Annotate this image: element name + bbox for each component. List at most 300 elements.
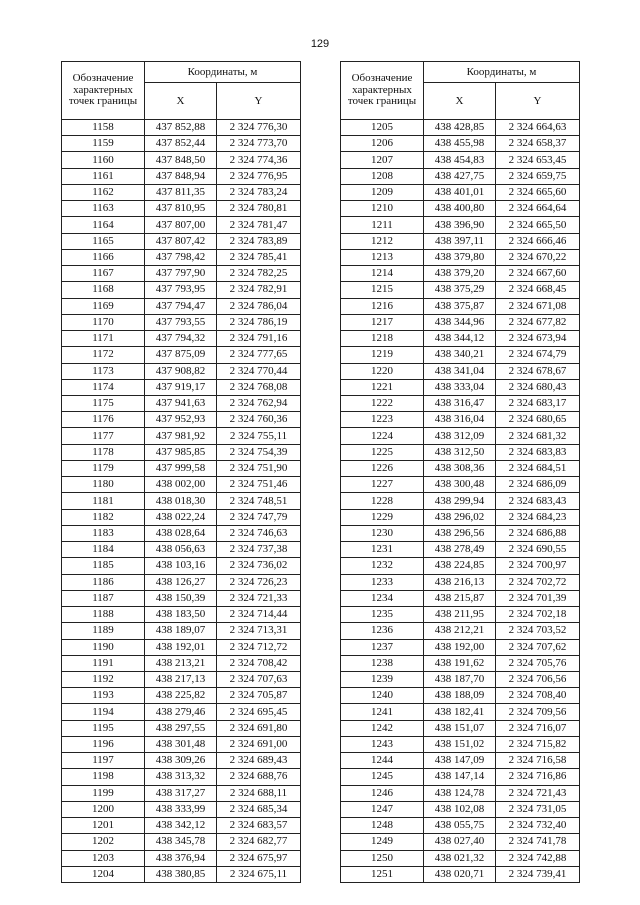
table-row bbox=[341, 477, 580, 493]
y-coordinate-cell: 2 324 783,89 bbox=[217, 233, 301, 249]
x-coordinate-cell: 438 002,00 bbox=[145, 477, 217, 493]
table-row bbox=[341, 801, 580, 817]
y-coordinate-cell: 2 324 680,65 bbox=[496, 412, 580, 428]
y-coordinate-cell: 2 324 742,88 bbox=[496, 850, 580, 866]
table-row bbox=[62, 671, 301, 687]
table-row bbox=[341, 785, 580, 801]
table-row bbox=[62, 769, 301, 785]
x-coordinate-cell: 438 217,13 bbox=[145, 671, 217, 687]
y-coordinate-cell: 2 324 777,65 bbox=[217, 347, 301, 363]
x-coordinate-cell: 437 919,17 bbox=[145, 379, 217, 395]
point-id-cell: 1197 bbox=[62, 753, 145, 769]
x-coordinate-cell: 437 794,32 bbox=[145, 331, 217, 347]
table-row bbox=[62, 493, 301, 509]
point-id-cell: 1175 bbox=[62, 395, 145, 411]
point-id-cell: 1221 bbox=[341, 379, 424, 395]
y-coordinate-cell: 2 324 667,60 bbox=[496, 266, 580, 282]
table-row bbox=[62, 395, 301, 411]
x-coordinate-cell: 438 147,14 bbox=[424, 769, 496, 785]
table-row bbox=[62, 184, 301, 200]
point-id-cell: 1186 bbox=[62, 574, 145, 590]
x-coordinate-cell: 438 027,40 bbox=[424, 834, 496, 850]
y-coordinate-cell: 2 324 682,77 bbox=[217, 834, 301, 850]
x-coordinate-cell: 437 807,42 bbox=[145, 233, 217, 249]
x-coordinate-cell: 437 981,92 bbox=[145, 428, 217, 444]
point-id-cell: 1213 bbox=[341, 249, 424, 265]
x-coordinate-cell: 438 380,85 bbox=[145, 866, 217, 882]
x-coordinate-cell: 437 793,55 bbox=[145, 314, 217, 330]
point-id-cell: 1210 bbox=[341, 201, 424, 217]
y-coordinate-cell: 2 324 707,63 bbox=[217, 671, 301, 687]
designation-header: Обозначение характерных точек границы bbox=[62, 62, 145, 120]
table-row bbox=[62, 347, 301, 363]
y-coordinate-cell: 2 324 658,37 bbox=[496, 136, 580, 152]
y-coordinate-cell: 2 324 675,11 bbox=[217, 866, 301, 882]
table-row bbox=[62, 590, 301, 606]
point-id-cell: 1209 bbox=[341, 184, 424, 200]
y-coordinate-cell: 2 324 768,08 bbox=[217, 379, 301, 395]
table-body bbox=[62, 120, 301, 883]
x-coordinate-cell: 438 126,27 bbox=[145, 574, 217, 590]
point-id-cell: 1219 bbox=[341, 347, 424, 363]
point-id-cell: 1212 bbox=[341, 233, 424, 249]
table-row bbox=[341, 347, 580, 363]
x-coordinate-cell: 438 279,46 bbox=[145, 704, 217, 720]
y-coordinate-cell: 2 324 666,46 bbox=[496, 233, 580, 249]
y-coordinate-cell: 2 324 708,42 bbox=[217, 655, 301, 671]
y-coordinate-cell: 2 324 781,47 bbox=[217, 217, 301, 233]
point-id-cell: 1250 bbox=[341, 850, 424, 866]
x-coordinate-cell: 438 150,39 bbox=[145, 590, 217, 606]
y-coordinate-cell: 2 324 674,79 bbox=[496, 347, 580, 363]
y-coordinate-cell: 2 324 736,02 bbox=[217, 558, 301, 574]
y-coordinate-cell: 2 324 770,44 bbox=[217, 363, 301, 379]
x-coordinate-cell: 438 317,27 bbox=[145, 785, 217, 801]
table-row bbox=[62, 753, 301, 769]
table-row bbox=[341, 314, 580, 330]
table-row bbox=[341, 753, 580, 769]
table-row bbox=[341, 184, 580, 200]
table-row bbox=[62, 217, 301, 233]
y-coordinate-cell: 2 324 746,63 bbox=[217, 525, 301, 541]
point-id-cell: 1177 bbox=[62, 428, 145, 444]
table-row bbox=[341, 558, 580, 574]
x-coordinate-cell: 438 300,48 bbox=[424, 477, 496, 493]
point-id-cell: 1242 bbox=[341, 720, 424, 736]
x-coordinate-cell: 438 379,80 bbox=[424, 249, 496, 265]
point-id-cell: 1241 bbox=[341, 704, 424, 720]
table-row bbox=[62, 655, 301, 671]
table-row bbox=[62, 460, 301, 476]
x-coordinate-cell: 437 908,82 bbox=[145, 363, 217, 379]
x-coordinate-cell: 438 215,87 bbox=[424, 590, 496, 606]
point-id-cell: 1189 bbox=[62, 623, 145, 639]
table-row bbox=[62, 233, 301, 249]
y-coordinate-cell: 2 324 700,97 bbox=[496, 558, 580, 574]
x-coordinate-cell: 438 188,09 bbox=[424, 688, 496, 704]
table-row bbox=[62, 331, 301, 347]
point-id-cell: 1245 bbox=[341, 769, 424, 785]
table-row bbox=[62, 736, 301, 752]
y-coordinate-cell: 2 324 653,45 bbox=[496, 152, 580, 168]
point-id-cell: 1182 bbox=[62, 509, 145, 525]
x-coordinate-cell: 437 798,42 bbox=[145, 249, 217, 265]
y-coordinate-cell: 2 324 708,40 bbox=[496, 688, 580, 704]
y-coordinate-cell: 2 324 739,41 bbox=[496, 866, 580, 882]
x-coordinate-cell: 438 397,11 bbox=[424, 233, 496, 249]
point-id-cell: 1225 bbox=[341, 444, 424, 460]
y-coordinate-cell: 2 324 683,17 bbox=[496, 395, 580, 411]
y-coordinate-cell: 2 324 665,60 bbox=[496, 184, 580, 200]
y-coordinate-cell: 2 324 780,81 bbox=[217, 201, 301, 217]
point-id-cell: 1220 bbox=[341, 363, 424, 379]
x-coordinate-cell: 438 312,09 bbox=[424, 428, 496, 444]
y-coordinate-cell: 2 324 659,75 bbox=[496, 168, 580, 184]
point-id-cell: 1200 bbox=[62, 801, 145, 817]
x-coordinate-cell: 438 312,50 bbox=[424, 444, 496, 460]
y-coordinate-cell: 2 324 683,43 bbox=[496, 493, 580, 509]
designation-header: Обозначение характерных точек границы bbox=[341, 62, 424, 120]
table-row bbox=[341, 769, 580, 785]
table-row bbox=[341, 509, 580, 525]
table-row bbox=[62, 525, 301, 541]
x-coordinate-cell: 438 022,24 bbox=[145, 509, 217, 525]
point-id-cell: 1234 bbox=[341, 590, 424, 606]
table-row bbox=[341, 850, 580, 866]
y-coordinate-cell: 2 324 751,46 bbox=[217, 477, 301, 493]
x-coordinate-cell: 438 151,07 bbox=[424, 720, 496, 736]
y-coordinate-cell: 2 324 714,44 bbox=[217, 607, 301, 623]
table-row bbox=[341, 266, 580, 282]
y-coordinate-cell: 2 324 686,88 bbox=[496, 525, 580, 541]
table-row bbox=[341, 298, 580, 314]
point-id-cell: 1166 bbox=[62, 249, 145, 265]
y-coordinate-cell: 2 324 664,63 bbox=[496, 120, 580, 136]
table-row bbox=[62, 801, 301, 817]
x-coordinate-cell: 438 344,96 bbox=[424, 314, 496, 330]
point-id-cell: 1238 bbox=[341, 655, 424, 671]
table-row bbox=[341, 623, 580, 639]
x-coordinate-cell: 438 124,78 bbox=[424, 785, 496, 801]
x-coordinate-cell: 438 309,26 bbox=[145, 753, 217, 769]
x-coordinate-cell: 438 278,49 bbox=[424, 542, 496, 558]
y-coordinate-cell: 2 324 685,34 bbox=[217, 801, 301, 817]
x-coordinate-cell: 437 807,00 bbox=[145, 217, 217, 233]
point-id-cell: 1243 bbox=[341, 736, 424, 752]
y-coordinate-cell: 2 324 689,43 bbox=[217, 753, 301, 769]
y-coordinate-cell: 2 324 716,86 bbox=[496, 769, 580, 785]
y-coordinate-cell: 2 324 670,22 bbox=[496, 249, 580, 265]
x-coordinate-cell: 438 192,01 bbox=[145, 639, 217, 655]
point-id-cell: 1246 bbox=[341, 785, 424, 801]
table-row bbox=[341, 217, 580, 233]
y-coordinate-cell: 2 324 684,51 bbox=[496, 460, 580, 476]
point-id-cell: 1198 bbox=[62, 769, 145, 785]
table-row bbox=[341, 460, 580, 476]
table-row bbox=[341, 590, 580, 606]
table-row bbox=[341, 120, 580, 136]
point-id-cell: 1194 bbox=[62, 704, 145, 720]
x-coordinate-cell: 438 316,04 bbox=[424, 412, 496, 428]
point-id-cell: 1217 bbox=[341, 314, 424, 330]
table-row bbox=[341, 233, 580, 249]
x-coordinate-cell: 437 952,93 bbox=[145, 412, 217, 428]
table-row bbox=[62, 720, 301, 736]
point-id-cell: 1199 bbox=[62, 785, 145, 801]
table-row bbox=[341, 428, 580, 444]
table-row bbox=[62, 704, 301, 720]
point-id-cell: 1227 bbox=[341, 477, 424, 493]
table-row bbox=[341, 639, 580, 655]
x-coordinate-cell: 438 103,16 bbox=[145, 558, 217, 574]
point-id-cell: 1168 bbox=[62, 282, 145, 298]
x-coordinate-cell: 437 852,88 bbox=[145, 120, 217, 136]
coordinates-table-left bbox=[61, 61, 301, 883]
x-coordinate-cell: 438 225,82 bbox=[145, 688, 217, 704]
x-coordinate-cell: 438 020,71 bbox=[424, 866, 496, 882]
x-coordinate-cell: 438 301,48 bbox=[145, 736, 217, 752]
y-coordinate-cell: 2 324 786,04 bbox=[217, 298, 301, 314]
point-id-cell: 1164 bbox=[62, 217, 145, 233]
x-coordinate-cell: 438 400,80 bbox=[424, 201, 496, 217]
table-row bbox=[341, 688, 580, 704]
x-coordinate-cell: 438 427,75 bbox=[424, 168, 496, 184]
x-coordinate-cell: 438 316,47 bbox=[424, 395, 496, 411]
point-id-cell: 1211 bbox=[341, 217, 424, 233]
point-id-cell: 1230 bbox=[341, 525, 424, 541]
table-row bbox=[341, 574, 580, 590]
x-coordinate-cell: 437 875,09 bbox=[145, 347, 217, 363]
y-coordinate-cell: 2 324 702,72 bbox=[496, 574, 580, 590]
point-id-cell: 1237 bbox=[341, 639, 424, 655]
point-id-cell: 1226 bbox=[341, 460, 424, 476]
point-id-cell: 1190 bbox=[62, 639, 145, 655]
table-row bbox=[341, 736, 580, 752]
point-id-cell: 1173 bbox=[62, 363, 145, 379]
table-row bbox=[62, 688, 301, 704]
point-id-cell: 1172 bbox=[62, 347, 145, 363]
table-row bbox=[341, 249, 580, 265]
y-coordinate-cell: 2 324 665,50 bbox=[496, 217, 580, 233]
y-coordinate-cell: 2 324 726,23 bbox=[217, 574, 301, 590]
y-coordinate-cell: 2 324 776,95 bbox=[217, 168, 301, 184]
point-id-cell: 1174 bbox=[62, 379, 145, 395]
y-coordinate-cell: 2 324 705,76 bbox=[496, 655, 580, 671]
x-coordinate-cell: 438 428,85 bbox=[424, 120, 496, 136]
table-row bbox=[62, 314, 301, 330]
point-id-cell: 1181 bbox=[62, 493, 145, 509]
x-coordinate-cell: 438 021,32 bbox=[424, 850, 496, 866]
table-row bbox=[62, 120, 301, 136]
table-row bbox=[62, 201, 301, 217]
y-coordinate-cell: 2 324 721,43 bbox=[496, 785, 580, 801]
table-row bbox=[341, 379, 580, 395]
y-coordinate-cell: 2 324 683,57 bbox=[217, 818, 301, 834]
coordinates-header: Координаты, м bbox=[424, 62, 580, 83]
x-coordinate-cell: 437 999,58 bbox=[145, 460, 217, 476]
y-coordinate-cell: 2 324 754,39 bbox=[217, 444, 301, 460]
y-coordinate-cell: 2 324 707,62 bbox=[496, 639, 580, 655]
point-id-cell: 1201 bbox=[62, 818, 145, 834]
point-id-cell: 1185 bbox=[62, 558, 145, 574]
x-coordinate-cell: 438 376,94 bbox=[145, 850, 217, 866]
table-row bbox=[341, 671, 580, 687]
point-id-cell: 1202 bbox=[62, 834, 145, 850]
table-row bbox=[62, 558, 301, 574]
x-coordinate-cell: 437 794,47 bbox=[145, 298, 217, 314]
y-coordinate-cell: 2 324 786,19 bbox=[217, 314, 301, 330]
point-id-cell: 1229 bbox=[341, 509, 424, 525]
point-id-cell: 1249 bbox=[341, 834, 424, 850]
table-row bbox=[62, 785, 301, 801]
y-coordinate-cell: 2 324 732,40 bbox=[496, 818, 580, 834]
x-coordinate-cell: 438 340,21 bbox=[424, 347, 496, 363]
table-row bbox=[62, 298, 301, 314]
point-id-cell: 1204 bbox=[62, 866, 145, 882]
x-coordinate-cell: 438 182,41 bbox=[424, 704, 496, 720]
y-coordinate-cell: 2 324 716,58 bbox=[496, 753, 580, 769]
y-coordinate-cell: 2 324 751,90 bbox=[217, 460, 301, 476]
point-id-cell: 1206 bbox=[341, 136, 424, 152]
point-id-cell: 1214 bbox=[341, 266, 424, 282]
x-coordinate-cell: 438 056,63 bbox=[145, 542, 217, 558]
point-id-cell: 1207 bbox=[341, 152, 424, 168]
point-id-cell: 1216 bbox=[341, 298, 424, 314]
x-header: X bbox=[145, 83, 217, 120]
point-id-cell: 1195 bbox=[62, 720, 145, 736]
point-id-cell: 1165 bbox=[62, 233, 145, 249]
point-id-cell: 1187 bbox=[62, 590, 145, 606]
x-coordinate-cell: 438 396,90 bbox=[424, 217, 496, 233]
y-coordinate-cell: 2 324 678,67 bbox=[496, 363, 580, 379]
y-coordinate-cell: 2 324 785,41 bbox=[217, 249, 301, 265]
table-row bbox=[62, 266, 301, 282]
table-row bbox=[62, 363, 301, 379]
x-coordinate-cell: 437 811,35 bbox=[145, 184, 217, 200]
y-coordinate-cell: 2 324 675,97 bbox=[217, 850, 301, 866]
x-coordinate-cell: 438 018,30 bbox=[145, 493, 217, 509]
x-coordinate-cell: 437 797,90 bbox=[145, 266, 217, 282]
x-coordinate-cell: 437 848,94 bbox=[145, 168, 217, 184]
x-coordinate-cell: 438 224,85 bbox=[424, 558, 496, 574]
point-id-cell: 1160 bbox=[62, 152, 145, 168]
point-id-cell: 1203 bbox=[62, 850, 145, 866]
table-row bbox=[341, 525, 580, 541]
y-coordinate-cell: 2 324 695,45 bbox=[217, 704, 301, 720]
x-coordinate-cell: 437 793,95 bbox=[145, 282, 217, 298]
table-row bbox=[341, 493, 580, 509]
table-row bbox=[341, 818, 580, 834]
x-coordinate-cell: 438 296,02 bbox=[424, 509, 496, 525]
y-coordinate-cell: 2 324 677,82 bbox=[496, 314, 580, 330]
x-coordinate-cell: 438 191,62 bbox=[424, 655, 496, 671]
table-row bbox=[341, 363, 580, 379]
y-coordinate-cell: 2 324 782,25 bbox=[217, 266, 301, 282]
y-coordinate-cell: 2 324 748,51 bbox=[217, 493, 301, 509]
table-row bbox=[62, 639, 301, 655]
y-coordinate-cell: 2 324 762,94 bbox=[217, 395, 301, 411]
table-row bbox=[62, 152, 301, 168]
point-id-cell: 1183 bbox=[62, 525, 145, 541]
table-row bbox=[341, 720, 580, 736]
point-id-cell: 1222 bbox=[341, 395, 424, 411]
point-id-cell: 1223 bbox=[341, 412, 424, 428]
y-coordinate-cell: 2 324 709,56 bbox=[496, 704, 580, 720]
y-coordinate-cell: 2 324 791,16 bbox=[217, 331, 301, 347]
y-coordinate-cell: 2 324 737,38 bbox=[217, 542, 301, 558]
table-row bbox=[341, 866, 580, 882]
table-row bbox=[62, 444, 301, 460]
coordinates-table-right bbox=[340, 61, 580, 883]
x-coordinate-cell: 437 810,95 bbox=[145, 201, 217, 217]
point-id-cell: 1205 bbox=[341, 120, 424, 136]
y-coordinate-cell: 2 324 681,32 bbox=[496, 428, 580, 444]
x-coordinate-cell: 438 212,21 bbox=[424, 623, 496, 639]
x-coordinate-cell: 438 192,00 bbox=[424, 639, 496, 655]
y-coordinate-cell: 2 324 706,56 bbox=[496, 671, 580, 687]
page-number: 129 bbox=[310, 38, 330, 50]
table-row bbox=[62, 249, 301, 265]
x-coordinate-cell: 438 151,02 bbox=[424, 736, 496, 752]
point-id-cell: 1170 bbox=[62, 314, 145, 330]
point-id-cell: 1236 bbox=[341, 623, 424, 639]
point-id-cell: 1159 bbox=[62, 136, 145, 152]
x-coordinate-cell: 437 848,50 bbox=[145, 152, 217, 168]
y-coordinate-cell: 2 324 760,36 bbox=[217, 412, 301, 428]
x-coordinate-cell: 438 299,94 bbox=[424, 493, 496, 509]
point-id-cell: 1163 bbox=[62, 201, 145, 217]
x-coordinate-cell: 438 341,04 bbox=[424, 363, 496, 379]
y-coordinate-cell: 2 324 703,52 bbox=[496, 623, 580, 639]
y-coordinate-cell: 2 324 712,72 bbox=[217, 639, 301, 655]
y-header: Y bbox=[217, 83, 301, 120]
y-coordinate-cell: 2 324 701,39 bbox=[496, 590, 580, 606]
x-coordinate-cell: 438 102,08 bbox=[424, 801, 496, 817]
table-row bbox=[341, 136, 580, 152]
table-body bbox=[341, 120, 580, 883]
point-id-cell: 1179 bbox=[62, 460, 145, 476]
table-row bbox=[341, 655, 580, 671]
x-coordinate-cell: 438 211,95 bbox=[424, 607, 496, 623]
y-coordinate-cell: 2 324 783,24 bbox=[217, 184, 301, 200]
x-coordinate-cell: 438 333,04 bbox=[424, 379, 496, 395]
point-id-cell: 1240 bbox=[341, 688, 424, 704]
table-row bbox=[341, 607, 580, 623]
table-row bbox=[62, 428, 301, 444]
x-coordinate-cell: 438 455,98 bbox=[424, 136, 496, 152]
table-row bbox=[62, 866, 301, 882]
x-coordinate-cell: 438 375,29 bbox=[424, 282, 496, 298]
x-coordinate-cell: 438 187,70 bbox=[424, 671, 496, 687]
x-header: X bbox=[424, 83, 496, 120]
table-row bbox=[62, 607, 301, 623]
table-row bbox=[341, 542, 580, 558]
x-coordinate-cell: 438 296,56 bbox=[424, 525, 496, 541]
y-coordinate-cell: 2 324 716,07 bbox=[496, 720, 580, 736]
table-row bbox=[341, 201, 580, 217]
table-row bbox=[341, 412, 580, 428]
x-coordinate-cell: 438 375,87 bbox=[424, 298, 496, 314]
x-coordinate-cell: 437 852,44 bbox=[145, 136, 217, 152]
x-coordinate-cell: 438 189,07 bbox=[145, 623, 217, 639]
table-row bbox=[341, 331, 580, 347]
table-row bbox=[62, 623, 301, 639]
point-id-cell: 1162 bbox=[62, 184, 145, 200]
x-coordinate-cell: 438 379,20 bbox=[424, 266, 496, 282]
y-coordinate-cell: 2 324 686,09 bbox=[496, 477, 580, 493]
point-id-cell: 1232 bbox=[341, 558, 424, 574]
y-coordinate-cell: 2 324 691,00 bbox=[217, 736, 301, 752]
